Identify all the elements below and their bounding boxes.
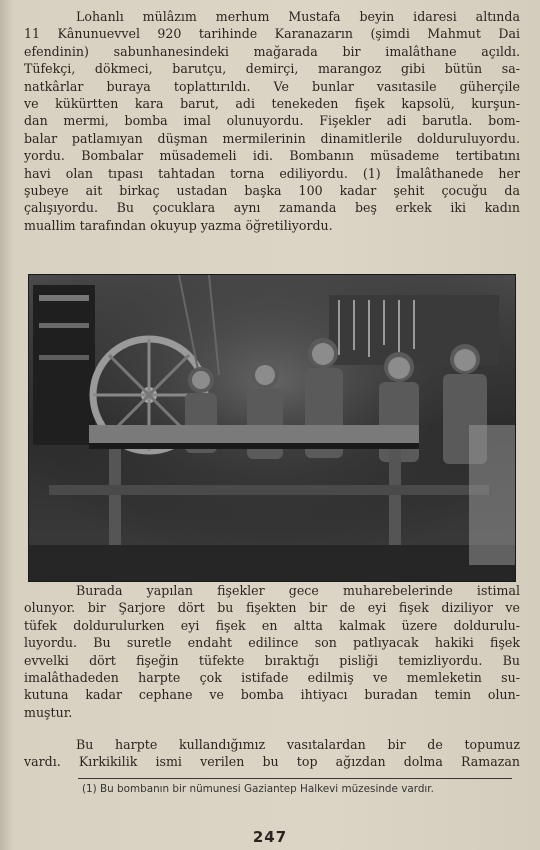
text-line: çalışıyordu. Bu çocuklara aynı zamanda beş erkek iki kadın	[24, 200, 520, 216]
paragraph-2	[24, 582, 520, 721]
text-line: Burada yapılan fişekler gece muharebelerinde istimal	[76, 583, 520, 598]
text-line: evvelki dört fişeğin tüfekte bıraktığı pisliği temizliyordu. Bu	[24, 652, 520, 668]
text-line: havi olan tıpası tahtadan torna ediliyordu. (1) İmalâthanede her	[24, 165, 520, 181]
page-number: 247	[252, 828, 288, 846]
text-line: tüfek doldurulurken eyi fişek en altta kalmak üzere doldurulu-	[24, 617, 520, 633]
text-line: yordu. Bombalar müsademeli idi. Bombanın müsademe tertibatını	[24, 148, 520, 164]
text-line: Lohanlı mülâzım merhum Mustafa beyin idaresi altında	[76, 9, 520, 24]
text-line: Bu harpte kullandığımız vasıtalardan bir de topumuz	[76, 737, 520, 752]
text-line: balar patlamıyan düşman mermilerinin dinamitlerile dolduruluyordu.	[24, 130, 520, 146]
text-line: dan mermi, bomba imal olunuyordu. Fişekler adi barutla. bom-	[24, 113, 520, 129]
text-line: kutuna kadar cephane ve bomba ihtiyacı buradan temin olun-	[24, 687, 520, 703]
workshop-photo-image	[29, 275, 515, 581]
text-line: 11 Kânunuevvel 920 tarihinde Karanazarın (şimdi Mahmut Dai	[24, 26, 520, 42]
text-line: efendinin) sabunhanesindeki mağarada bir imalâthane açıldı.	[24, 43, 520, 59]
text-line: olunyor. bir Şarjore dört bu fişekten bir de eyi fişek diziliyor ve	[24, 600, 520, 616]
text-line: ve kükürtten kara barut, adi tenekeden fişek kapsolü, kurşun-	[24, 96, 520, 112]
text-line: natkârlar buraya toplattırıldı. Ve bunlar vasıtasile güherçile	[24, 78, 520, 94]
text-line: muştur.	[24, 704, 73, 720]
text-line: muallim tarafından okuyup yazma öğretiliyordu.	[24, 217, 333, 233]
text-line: şubeye ait birkaç ustadan başka 100 kadar şehit çocuğu da	[24, 183, 520, 199]
text-line: imalâthadeden harpte çok istifade edilmiş ve memleketin su-	[24, 670, 520, 686]
footnote: (1) Bu bombanın bir nümunesi Gaziantep Halkevi müzesinde vardır.	[82, 783, 434, 795]
text-line: Tüfekçi, dökmeci, barutçu, demirçi, marangoz gibi bütün sa-	[24, 61, 520, 77]
paragraph-1	[24, 8, 520, 234]
workshop-photo	[28, 274, 516, 582]
text-line: luyordu. Bu suretle endaht edilince son patlıyacak hakiki fişek	[24, 635, 520, 651]
paragraph-3	[24, 736, 520, 771]
footnote-divider	[78, 778, 512, 779]
text-line: vardı. Kırkikilik ismi verilen bu top ağızdan dolma Ramazan	[24, 754, 520, 770]
